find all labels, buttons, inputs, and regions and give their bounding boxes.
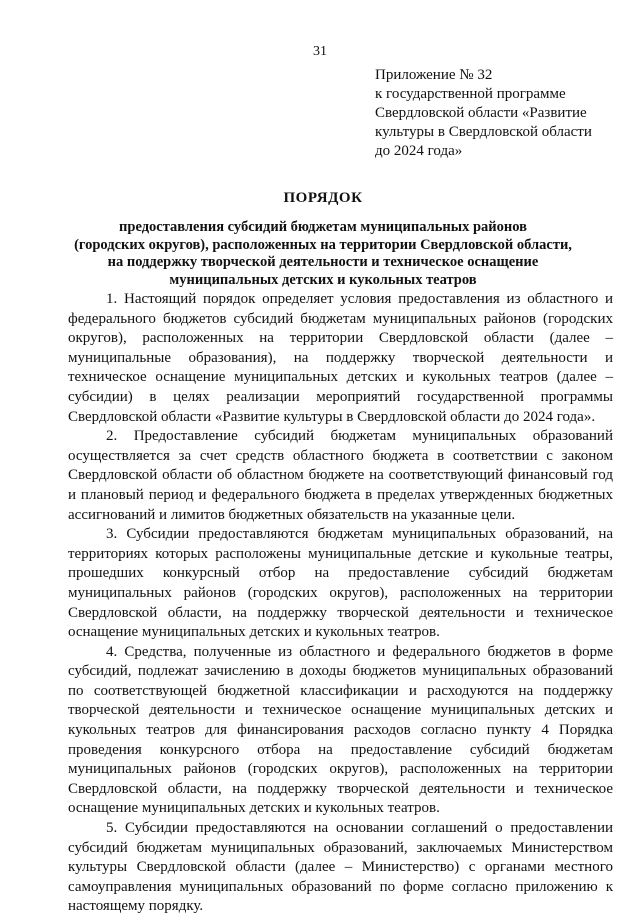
paragraph-3: 3. Субсидии предоставляются бюджетам муниципальных образований, на территориях которых расположены муниципальные детские и кукольные театры, прошедших конкурсный отбор на предоставление субсидий бюджетам муниципальных районов (городских округов), расположенных на территории Свердловской области, на поддержку творческой деятельности и техническое оснащение муниципальных детских и кукольных театров. [68,526,613,641]
title-line: (городских округов), расположенных на территории Свердловской области, [74,236,572,253]
paragraph-2: 2. Предоставление субсидий бюджетам муниципальных образований осуществляется за счет средств областного бюджета в соответствии с законом Свердловской области об областном бюджете на соответствующий финансовый год и плановый период и федерального бюджета в пределах утвержденных бюджетных ассигнований и лимитов бюджетных обязательств на указанные цели. [68,428,613,523]
appendix-line: культуры в Свердловской области [375,124,592,140]
document-body [68,290,613,917]
paragraph-1: 1. Настоящий порядок определяет условия предоставления из областного и федерального бюджетов субсидий бюджетам муниципальных районов (городских округов), расположенных на территории Свердловской области (далее – муниципальные образования), на поддержку творческой деятельности и техническое оснащение муниципальных детских и кукольных театров (далее – субсидии) в целях реализации мероприятий государственной программы Свердловской области «Развитие культуры в Свердловской области до 2024 года». [68,291,613,425]
appendix-note [375,66,625,161]
title-line: муниципальных детских и кукольных театров [169,271,477,288]
appendix-line: к государственной программе [375,86,566,102]
paragraph-4: 4. Средства, полученные из областного и федерального бюджетов в форме субсидий, подлежат зачислению в доходы бюджетов муниципальных образований по соответствующей бюджетной классификации и расходуются на поддержку творческой деятельности и техническое оснащение муниципальных детских и кукольных театров для финансирования расходов согласно пункту 4 Порядка проведения конкурсного отбора на предоставление субсидий бюджетам муниципальных районов (городских округов), расположенных на территории Свердловской области, на поддержку творческой деятельности и техническое оснащение муниципальных детских и кукольных театров. [68,643,613,817]
document-title [40,190,606,289]
title-line: предоставления субсидий бюджетам муниципальных районов [119,219,527,235]
title-heading: ПОРЯДОК [283,190,363,206]
paragraph-5: 5. Субсидии предоставляются на основании соглашений о предоставлении субсидий бюджетам муниципальных образований, заключаемых Министерством культуры Свердловской области (далее – Министерство) с органами местного самоуправления муниципальных образований по форме согласно приложению к настоящему порядку. [68,820,613,915]
title-line: на поддержку творческой деятельности и техническое оснащение [107,254,539,270]
appendix-line: до 2024 года» [375,143,463,159]
appendix-line: Свердловской области «Развитие [375,105,587,121]
page-number: 31 [313,44,327,59]
appendix-line: Приложение № 32 [375,67,493,83]
